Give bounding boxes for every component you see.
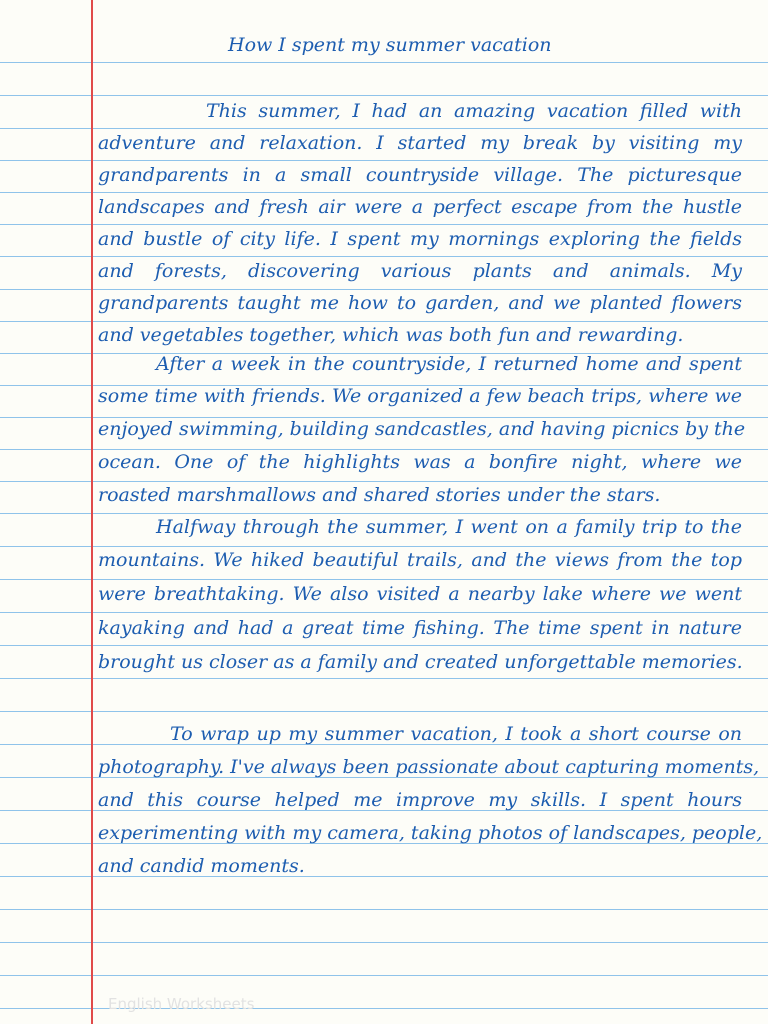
text-line: grandparents taught me how to garden, and we planted flowers <box>98 292 742 314</box>
text-line: enjoyed swimming, building sandcastles, and having picnics by the <box>98 418 746 440</box>
rule-line <box>0 289 768 290</box>
rule-line <box>0 481 768 482</box>
text-line: ocean. One of the highlights was a bonfire night, where we <box>98 451 742 473</box>
text-line: This summer, I had an amazing vacation filled with <box>206 100 742 122</box>
margin-line <box>91 0 93 1024</box>
rule-line <box>0 645 768 646</box>
rule-line <box>0 579 768 580</box>
rule-line <box>0 909 768 910</box>
text-line: grandparents in a small countryside village. The picturesque <box>98 164 742 186</box>
rule-line <box>0 224 768 225</box>
text-line: were breathtaking. We also visited a nearby lake where we went <box>98 583 742 605</box>
text-line: adventure and relaxation. I started my break by visiting my <box>98 132 742 154</box>
rule-line <box>0 321 768 322</box>
text-line: kayaking and had a great time fishing. The time spent in nature <box>98 617 742 639</box>
rule-line <box>0 128 768 129</box>
rule-line <box>0 513 768 514</box>
rule-line <box>0 192 768 193</box>
text-line: and this course helped me improve my skills. I spent hours <box>98 789 742 811</box>
rule-line <box>0 612 768 613</box>
text-line: mountains. We hiked beautiful trails, and the views from the top <box>98 549 742 571</box>
rule-line <box>0 256 768 257</box>
rule-line <box>0 942 768 943</box>
rule-line <box>0 678 768 679</box>
rule-line <box>0 546 768 547</box>
text-line: and candid moments. <box>98 855 305 877</box>
text-line: experimenting with my camera, taking photos of landscapes, people, <box>98 822 763 844</box>
text-line: Halfway through the summer, I went on a family trip to the <box>156 516 742 538</box>
rule-line <box>0 62 768 63</box>
rule-line <box>0 95 768 96</box>
text-line: After a week in the countryside, I returned home and spent <box>156 353 742 375</box>
watermark: English Worksheets <box>108 995 255 1013</box>
rule-line <box>0 711 768 712</box>
text-line: some time with friends. We organized a few beach trips, where we <box>98 385 742 407</box>
text-line: and vegetables together, which was both fun and rewarding. <box>98 324 684 346</box>
rule-line <box>0 160 768 161</box>
text-line: To wrap up my summer vacation, I took a short course on <box>170 723 742 745</box>
text-line: landscapes and fresh air were a perfect escape from the hustle <box>98 196 742 218</box>
text-line: and bustle of city life. I spent my mornings exploring the fields <box>98 228 742 250</box>
text-line: photography. I've always been passionate about capturing moments, <box>98 756 760 778</box>
essay-title: How I spent my summer vacation <box>228 34 552 56</box>
rule-line <box>0 975 768 976</box>
rule-line <box>0 449 768 450</box>
text-line: and forests, discovering various plants and animals. My <box>98 260 742 282</box>
text-line: roasted marshmallows and shared stories under the stars. <box>98 484 661 506</box>
text-line: brought us closer as a family and created unforgettable memories. <box>98 651 743 673</box>
